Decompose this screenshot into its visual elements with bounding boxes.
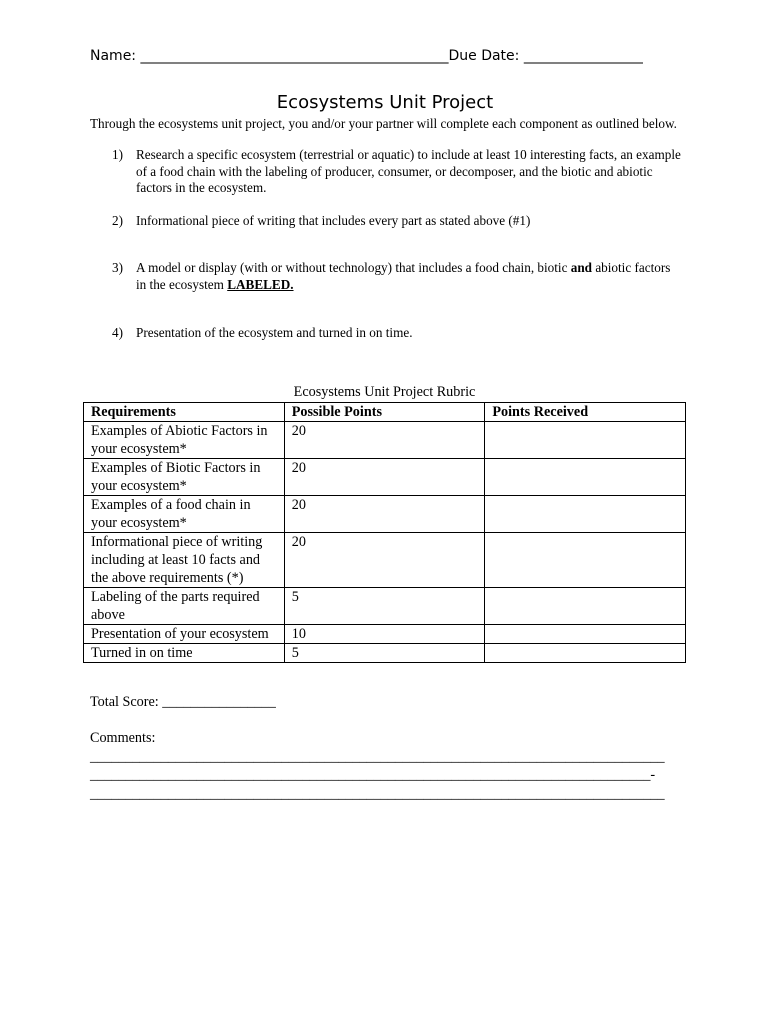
points-received-cell[interactable] — [485, 422, 686, 459]
table-row — [84, 644, 686, 663]
requirement-text: Research a specific ecosystem (terrestrial or aquatic) to include at least 10 interesting facts, an example of a food chain with the labeling of producer, consumer, or decomposer, and the biotic and abiotic factors in the ecosystem. — [136, 147, 681, 195]
possible-points-cell: 20 — [284, 459, 485, 496]
header-line — [90, 46, 690, 67]
possible-points-cell: 5 — [284, 588, 485, 625]
requirement-number: 4) — [112, 325, 123, 340]
due-date-blank[interactable]: _________________ — [523, 48, 643, 64]
requirement-cell: Examples of Biotic Factors in your ecosystem* — [84, 459, 285, 496]
requirement-cell: Turned in on time — [84, 644, 285, 663]
requirement-text-part: abiotic factors in the ecosystem — [136, 260, 671, 292]
table-row — [84, 459, 686, 496]
due-date-label: Due Date: — [448, 48, 520, 64]
rubric-header-row — [84, 403, 686, 422]
comment-line[interactable]: _______________________________________________________________________________- — [90, 767, 656, 783]
rubric-caption: Ecosystems Unit Project Rubric — [293, 384, 476, 400]
total-score — [90, 694, 276, 711]
comment-line[interactable]: _________________________________________________________________________________ — [90, 749, 665, 765]
requirement-text: Presentation of the ecosystem and turned in on time. — [136, 325, 413, 340]
points-received-cell[interactable] — [485, 533, 686, 588]
column-header-possible-points: Possible Points — [284, 403, 485, 422]
total-score-blank[interactable]: ________________ — [162, 694, 276, 710]
requirement-number: 2) — [112, 213, 123, 228]
points-received-cell[interactable] — [485, 459, 686, 496]
requirement-cell: Presentation of your ecosystem — [84, 625, 285, 644]
emphasis-and: and — [570, 260, 593, 275]
column-header-points-received: Points Received — [485, 403, 686, 422]
name-blank[interactable]: ____________________________________________ — [140, 48, 449, 64]
intro-paragraph: Through the ecosystems unit project, you and/or your partner will complete each component as outlined below. — [90, 116, 677, 131]
column-header-requirements: Requirements — [84, 403, 285, 422]
total-score-label: Total Score: — [90, 694, 159, 710]
requirement-item — [112, 260, 682, 293]
possible-points-cell: 20 — [284, 422, 485, 459]
requirement-number: 1) — [112, 147, 123, 162]
points-received-cell[interactable] — [485, 625, 686, 644]
table-row — [84, 588, 686, 625]
points-received-cell[interactable] — [485, 496, 686, 533]
requirement-item — [112, 325, 682, 342]
points-received-cell[interactable] — [485, 588, 686, 625]
possible-points-cell: 5 — [284, 644, 485, 663]
table-row — [84, 625, 686, 644]
table-row — [84, 496, 686, 533]
requirement-text: Informational piece of writing that includes every part as stated above (#1) — [136, 213, 531, 228]
requirement-item — [112, 213, 682, 230]
emphasis-labeled: LABELED. — [227, 276, 294, 292]
rubric-table — [83, 402, 686, 663]
requirement-item — [112, 147, 682, 197]
name-label: Name: — [90, 48, 137, 64]
comments-label: Comments: — [90, 730, 156, 746]
requirement-cell: Informational piece of writing including at least 10 facts and the above requirements (*) — [84, 533, 285, 588]
requirement-cell: Labeling of the parts required above — [84, 588, 285, 625]
possible-points-cell: 20 — [284, 533, 485, 588]
possible-points-cell: 20 — [284, 496, 485, 533]
page-title: Ecosystems Unit Project — [276, 92, 494, 113]
requirement-cell: Examples of a food chain in your ecosystem* — [84, 496, 285, 533]
requirement-text — [136, 260, 682, 293]
requirement-cell: Examples of Abiotic Factors in your ecosystem* — [84, 422, 285, 459]
requirement-number: 3) — [112, 260, 123, 275]
table-row — [84, 533, 686, 588]
table-row — [84, 422, 686, 459]
points-received-cell[interactable] — [485, 644, 686, 663]
requirement-text-part: A model or display (with or without technology) that includes a food chain, biotic — [136, 260, 571, 275]
comment-line[interactable]: _________________________________________________________________________________ — [90, 786, 665, 802]
possible-points-cell: 10 — [284, 625, 485, 644]
